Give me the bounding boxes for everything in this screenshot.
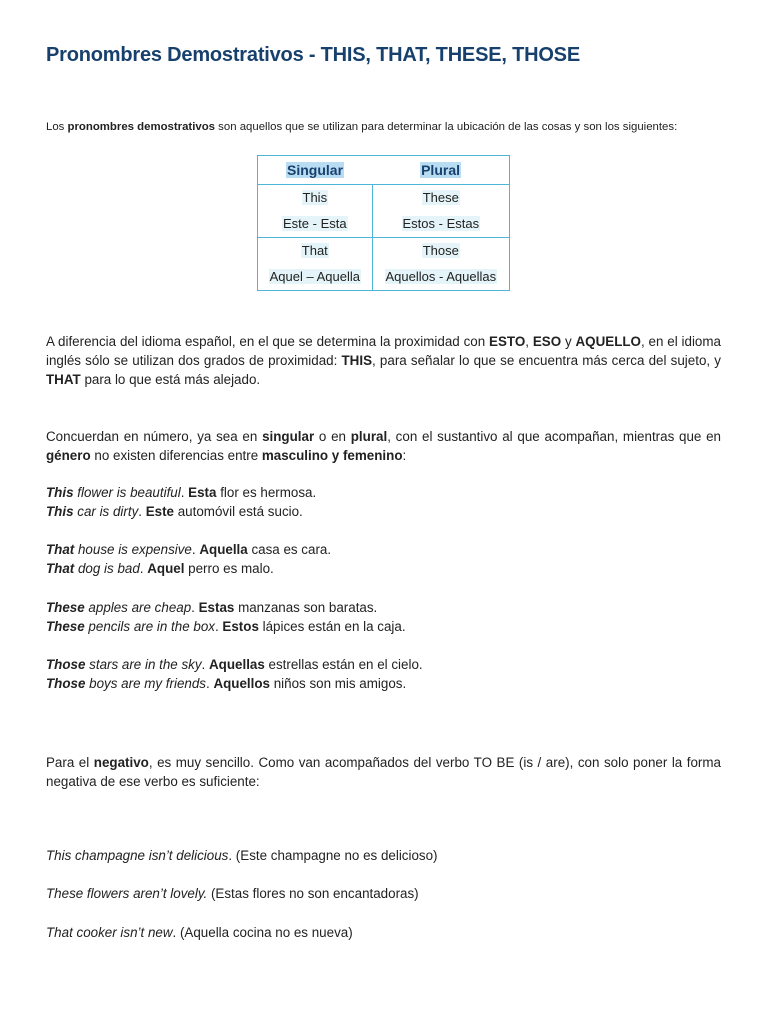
- intro-lead: Los: [46, 121, 68, 133]
- intro-rest: son aquellos que se utilizan para determinar la ubicación de las cosas y son los siguientes:: [215, 121, 678, 133]
- table-cell-plural: Those Aquellos - Aquellas: [372, 238, 509, 291]
- header-singular: Singular: [258, 156, 373, 185]
- example-line: These apples are cheap. Estas manzanas son baratas.: [46, 600, 378, 615]
- negative-example: This champagne isn’t delicious. (Este champagne no es delicioso): [46, 848, 438, 863]
- table-cell-singular: This Este - Esta: [258, 185, 373, 238]
- negative-example: That cooker isn’t new. (Aquella cocina no es nueva): [46, 925, 353, 940]
- example-line: Those boys are my friends. Aquellos niños son mis amigos.: [46, 676, 407, 691]
- example-line: Those stars are in the sky. Aquellas estrellas están en el cielo.: [46, 657, 423, 672]
- demonstratives-table: [257, 155, 510, 291]
- example-line: This car is dirty. Este automóvil está sucio.: [46, 504, 303, 519]
- negative-paragraph: Para el negativo, es muy sencillo. Como van acompañados del verbo TO BE (is / are), con solo poner la forma negativa de ese verbo es suficiente:: [46, 755, 721, 789]
- header-plural: Plural: [372, 156, 509, 185]
- intro-paragraph: [46, 121, 677, 133]
- table-row: [258, 238, 510, 291]
- intro-bold: pronombres demostrativos: [67, 121, 216, 133]
- table-row: [258, 185, 510, 238]
- table-cell-plural: These Estos - Estas: [372, 185, 509, 238]
- agreement-paragraph: Concuerdan en número, ya sea en singular o en plural, con el sustantivo al que acompañan, mientras que en género no existen diferencias entre masculino y femenino:: [46, 429, 721, 463]
- example-line: That dog is bad. Aquel perro es malo.: [46, 561, 274, 576]
- example-line: This flower is beautiful. Esta flor es hermosa.: [46, 485, 317, 500]
- page-title: Pronombres Demostrativos - THIS, THAT, THESE, THOSE: [46, 44, 580, 66]
- table-header-row: [258, 156, 510, 185]
- proximity-paragraph: A diferencia del idioma español, en el que se determina la proximidad con ESTO, ESO y AQUELLO, en el idioma inglés sólo se utilizan dos grados de proximidad: THIS, para señalar lo que se encuentra más cerca del sujeto, y THAT para lo que está más alejado.: [46, 334, 721, 387]
- example-line: These pencils are in the box. Estos lápices están en la caja.: [46, 619, 406, 634]
- table-cell-singular: That Aquel – Aquella: [258, 238, 373, 291]
- example-line: That house is expensive. Aquella casa es cara.: [46, 542, 332, 557]
- negative-example: These flowers aren’t lovely. (Estas flores no son encantadoras): [46, 886, 419, 901]
